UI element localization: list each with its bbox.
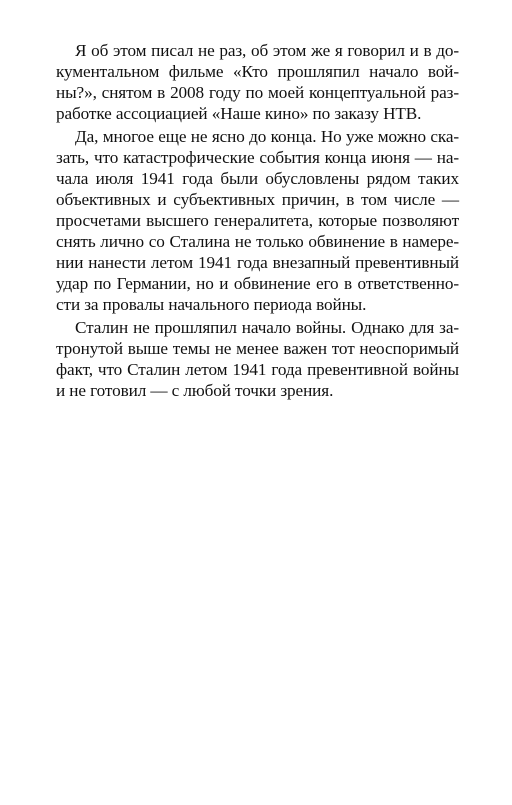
text-line: чала июля 1941 года были обусловлены рядом таких: [56, 169, 459, 188]
text-line: кументальном фильме «Кто прошляпил начало вой-: [56, 62, 459, 81]
text-line: объективных и субъективных причин, в том числе —: [56, 190, 459, 209]
paragraph-2: [56, 126, 459, 315]
text-line: удар по Германии, но и обвинение его в ответственно-: [56, 274, 459, 293]
text-line: снять лично со Сталина не только обвинение в намере-: [56, 232, 459, 251]
paragraph-3: [56, 317, 459, 401]
text-line: ны?», снятом в 2008 году по моей концептуальной раз-: [56, 83, 459, 102]
text-line: нии нанести летом 1941 года внезапный превентивный: [56, 253, 459, 272]
text-line: работке ассоциацией «Наше кино» по заказу НТВ.: [56, 104, 422, 123]
text-line: тронутой выше темы не менее важен тот неоспоримый: [56, 339, 459, 358]
text-line: просчетами высшего генералитета, которые позволяют: [56, 211, 459, 230]
paragraph-1: [56, 40, 459, 124]
text-line: Да, многое еще не ясно до конца. Но уже можно ска-: [75, 127, 459, 146]
text-line: факт, что Сталин летом 1941 года превентивной войны: [56, 360, 459, 379]
text-line: Я об этом писал не раз, об этом же я говорил и в до-: [75, 41, 459, 60]
text-line: и не готовил — с любой точки зрения.: [56, 381, 334, 400]
text-line: Сталин не прошляпил начало войны. Однако для за-: [75, 318, 459, 337]
text-line: зать, что катастрофические события конца июня — на-: [56, 148, 459, 167]
text-line: сти за провалы начального периода войны.: [56, 295, 367, 314]
body-text: [56, 40, 459, 403]
